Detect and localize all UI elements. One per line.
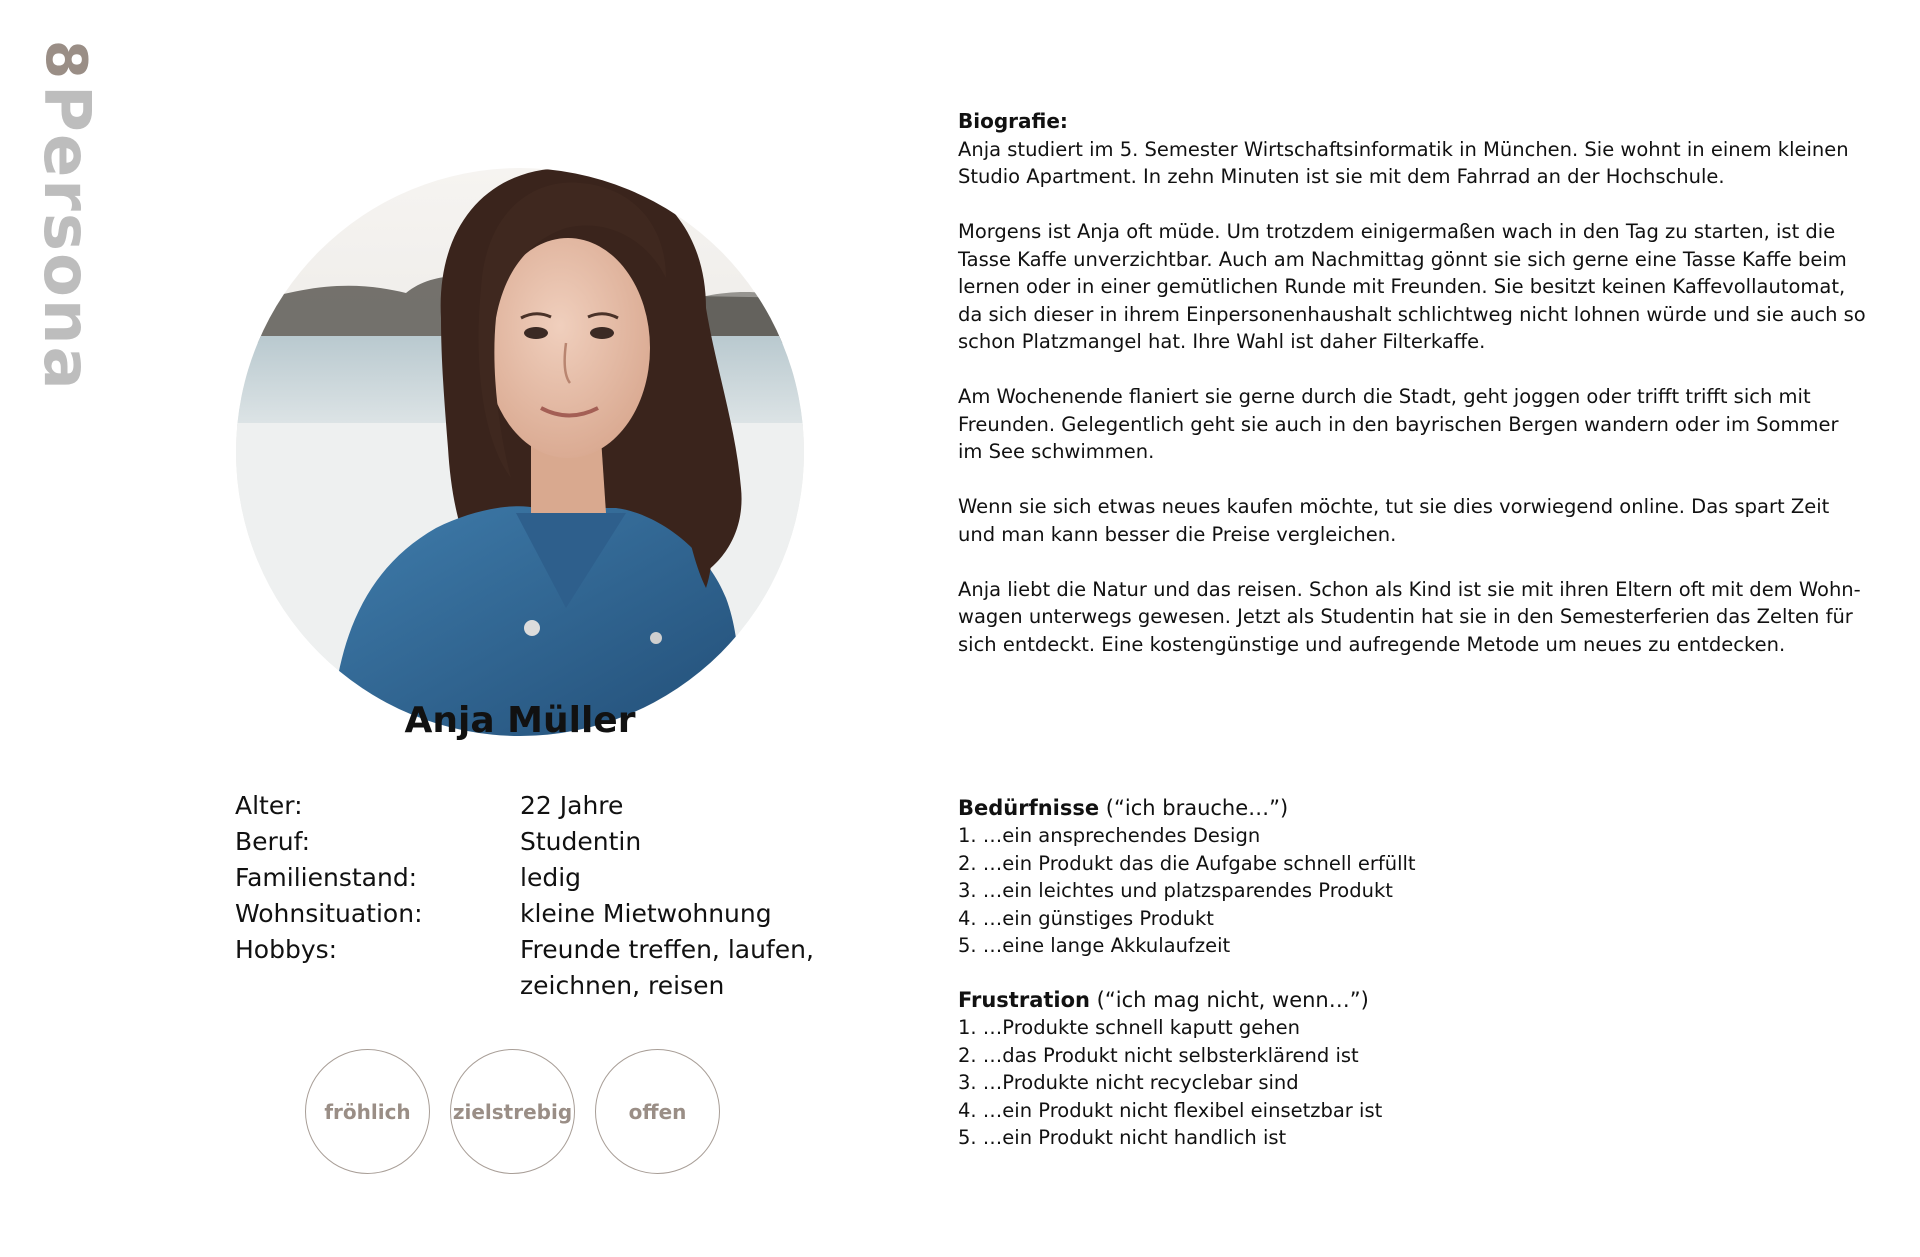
- fact-label: Alter:: [235, 791, 303, 820]
- frustration-item: 1. …Produkte schnell kaputt gehen: [958, 1016, 1300, 1039]
- fact-value: Freunde treffen, laufen,: [520, 935, 814, 964]
- frustration-item: 2. …das Produkt nicht selbsterklärend ist: [958, 1043, 1359, 1067]
- frustration-heading-strong: Frustration: [958, 988, 1090, 1012]
- fact-label: Familienstand:: [235, 863, 418, 892]
- needs-heading-strong: Bedürfnisse: [958, 796, 1100, 820]
- fact-label: Beruf:: [235, 827, 310, 856]
- fact-value-continued: zeichnen, reisen: [520, 971, 725, 1000]
- needs-section: [958, 794, 1868, 960]
- needs-heading-rest: (“ich brauche…”): [1099, 796, 1289, 820]
- fact-label: Wohnsituation:: [235, 899, 423, 928]
- biography-paragraph: Am Wochenende flaniert sie gerne durch die Stadt, geht joggen oder trifft trifft sich mit Freunden. Gelegentlich geht sie auch in den bayrischen Bergen wandern oder im Sommer im See schwimmen.: [958, 385, 1839, 463]
- frustration-item: 3. …Produkte nicht recyclebar sind: [958, 1071, 1299, 1094]
- frustration-heading-rest: (“ich mag nicht, wenn…”): [1090, 988, 1369, 1012]
- fact-row-hobbies: [235, 932, 835, 1004]
- needs-item: 3. …ein leichtes und platzsparendes Produkt: [958, 879, 1393, 902]
- trait-badge: fröhlich: [305, 1049, 430, 1174]
- trait-badge: offen: [595, 1049, 720, 1174]
- section-title: Persona: [29, 84, 103, 392]
- fact-value: Studentin: [520, 827, 642, 856]
- section-label: [26, 40, 106, 420]
- persona-facts: [235, 788, 835, 1004]
- biography-paragraph: Anja liebt die Natur und das reisen. Schon als Kind ist sie mit ihren Eltern oft mit dem Wohn-wagen unterwegs gewesen. Jetzt als Studentin hat sie in den Semesterferien das Zelten für sich entdeckt. Eine kostengünstige und aufregende Metode um neues zu entdecken.: [958, 577, 1861, 656]
- fact-row-housing: [235, 896, 835, 932]
- fact-row-family-status: [235, 860, 835, 896]
- persona-name: Anja Müller: [404, 700, 636, 741]
- persona-traits: [305, 1049, 720, 1174]
- section-number: 8: [33, 40, 99, 79]
- biography-paragraph: Wenn sie sich etwas neues kaufen möchte, tut sie dies vorwiegend online. Das spart Zeit und man kann besser die Preise vergleichen.: [958, 495, 1830, 546]
- fact-value: kleine Mietwohnung: [520, 899, 772, 928]
- biography-paragraph: Anja studiert im 5. Semester Wirtschaftsinformatik in München. Sie wohnt in einem kleinen Studio Apartment. In zehn Minuten ist sie mit dem Fahrrad an der Hochschule.: [958, 137, 1849, 188]
- fact-row-age: [235, 788, 835, 824]
- fact-value: ledig: [520, 863, 582, 892]
- frustration-heading: [958, 986, 1868, 1014]
- frustration-item: 5. …ein Produkt nicht handlich ist: [958, 1126, 1287, 1149]
- fact-value-group: [520, 932, 820, 1004]
- needs-heading: [958, 794, 1868, 822]
- persona-photo: [236, 168, 804, 736]
- needs-item: 4. …ein günstiges Produkt: [958, 906, 1214, 930]
- fact-row-job: [235, 824, 835, 860]
- biography-heading: Biografie:: [958, 109, 1068, 133]
- needs-item: 1. …ein ansprechendes Design: [958, 824, 1261, 847]
- biography-paragraph: Morgens ist Anja oft müde. Um trotzdem einigermaßen wach in den Tag zu starten, ist die Tasse Kaffe unverzichtbar. Auch am Nachmittag gönnt sie sich gerne eine Tasse Kaffe beim lernen oder in einer gemütlichen Runde mit Freunden. Sie besitzt keinen Kaffevollautomat, da sich dieser in ihrem Einpersonenhaushalt schlichtweg nicht lohnen würde und sie auch so schon Platzmangel hat. Ihre Wahl ist daher Filterkaffe.: [958, 220, 1866, 353]
- needs-item: 2. …ein Produkt das die Aufgabe schnell erfüllt: [958, 851, 1416, 875]
- frustration-item: 4. …ein Produkt nicht flexibel einsetzbar ist: [958, 1098, 1383, 1122]
- fact-value: 22 Jahre: [520, 791, 624, 820]
- biography: [958, 108, 1868, 686]
- frustration-section: [958, 986, 1868, 1152]
- trait-badge: zielstrebig: [450, 1049, 575, 1174]
- needs-item: 5. …eine lange Akkulaufzeit: [958, 934, 1231, 957]
- fact-label: Hobbys:: [235, 935, 338, 964]
